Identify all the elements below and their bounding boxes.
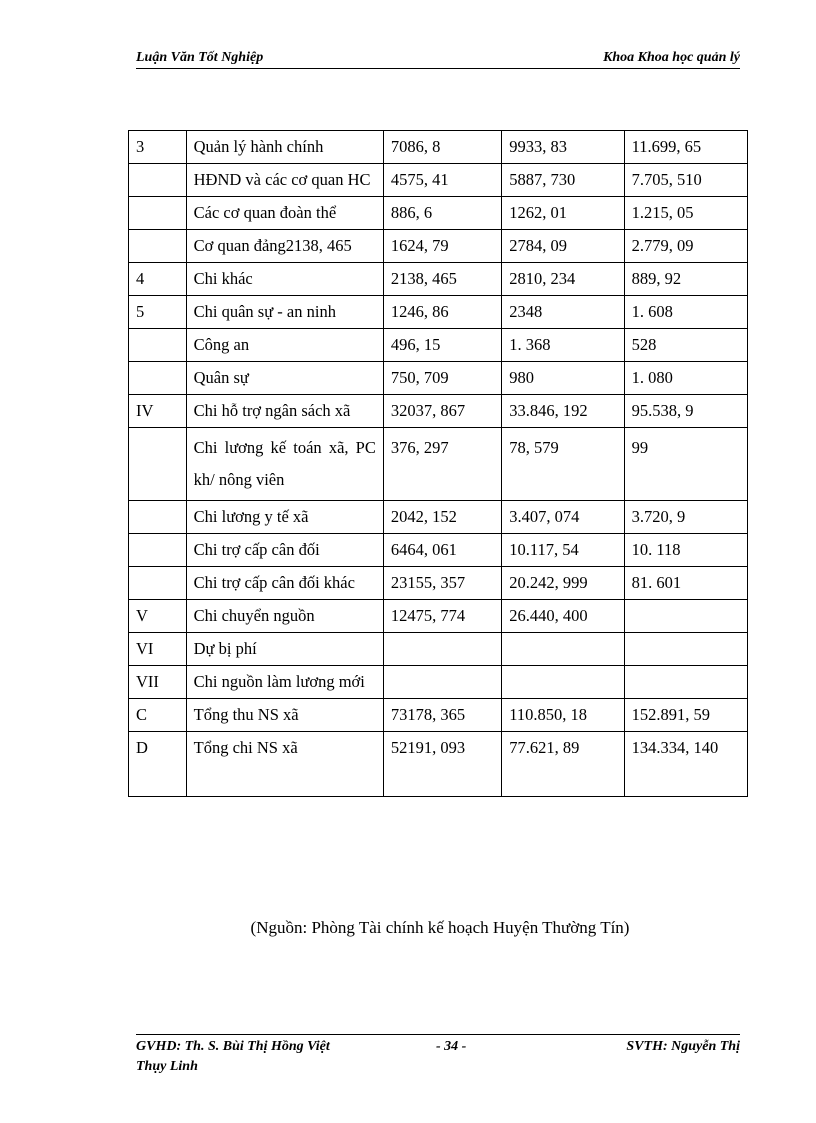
value-col3-cell: 11.699, 65 (624, 131, 747, 164)
value-col1-cell: 6464, 061 (383, 534, 501, 567)
page-footer (136, 1034, 740, 1074)
value-col3-cell: 889, 92 (624, 263, 747, 296)
footer-student-continued: Thụy Linh (136, 1059, 198, 1074)
row-index-cell: 4 (129, 263, 187, 296)
table-row (129, 329, 748, 362)
table-row (129, 428, 748, 501)
value-col2-cell: 77.621, 89 (502, 732, 624, 797)
row-description-cell: Chi hỗ trợ ngân sách xã (186, 395, 383, 428)
value-col1-cell: 32037, 867 (383, 395, 501, 428)
value-col2-cell (502, 633, 624, 666)
footer-supervisor: GVHD: Th. S. Bùi Thị Hồng Việt (136, 1039, 330, 1054)
value-col1-cell: 7086, 8 (383, 131, 501, 164)
value-col3-cell: 3.720, 9 (624, 501, 747, 534)
value-col1-cell: 750, 709 (383, 362, 501, 395)
row-index-cell: 3 (129, 131, 187, 164)
row-description-cell: Chi chuyển nguồn (186, 600, 383, 633)
row-description-cell: Quân sự (186, 362, 383, 395)
value-col3-cell: 1. 608 (624, 296, 747, 329)
value-col3-cell (624, 666, 747, 699)
row-description-cell: Chi trợ cấp cân đối (186, 534, 383, 567)
value-col1-cell: 23155, 357 (383, 567, 501, 600)
row-index-cell (129, 567, 187, 600)
value-col2-cell: 26.440, 400 (502, 600, 624, 633)
table-row (129, 263, 748, 296)
value-col2-cell: 1. 368 (502, 329, 624, 362)
row-index-cell (129, 230, 187, 263)
table-row (129, 501, 748, 534)
row-description-cell: Chi lương y tế xã (186, 501, 383, 534)
value-col1-cell (383, 666, 501, 699)
row-description-cell: Cơ quan đảng2138, 465 (186, 230, 383, 263)
table-row (129, 666, 748, 699)
row-description-cell: Chi lương kế toán xã, PC kh/ nông viên (186, 428, 383, 501)
value-col2-cell: 5887, 730 (502, 164, 624, 197)
value-col1-cell: 1246, 86 (383, 296, 501, 329)
table-row (129, 395, 748, 428)
value-col1-cell: 496, 15 (383, 329, 501, 362)
row-index-cell: VII (129, 666, 187, 699)
header-thesis-label: Luận Văn Tốt Nghiệp (136, 50, 264, 65)
row-index-cell (129, 329, 187, 362)
table-row (129, 699, 748, 732)
row-description-cell: HĐND và các cơ quan HC (186, 164, 383, 197)
row-description-cell: Quản lý hành chính (186, 131, 383, 164)
value-col2-cell: 2784, 09 (502, 230, 624, 263)
value-col2-cell: 980 (502, 362, 624, 395)
value-col1-cell: 376, 297 (383, 428, 501, 501)
table-row (129, 296, 748, 329)
row-index-cell: V (129, 600, 187, 633)
row-index-cell (129, 534, 187, 567)
row-description-cell: Chi trợ cấp cân đối khác (186, 567, 383, 600)
value-col3-cell: 99 (624, 428, 747, 501)
row-description-cell: Dự bị phí (186, 633, 383, 666)
value-col3-cell (624, 600, 747, 633)
header-faculty-label: Khoa Khoa học quản lý (603, 50, 740, 65)
table-row (129, 567, 748, 600)
value-col2-cell: 2348 (502, 296, 624, 329)
value-col3-cell: 81. 601 (624, 567, 747, 600)
value-col1-cell: 73178, 365 (383, 699, 501, 732)
budget-table (128, 130, 748, 797)
value-col2-cell: 20.242, 999 (502, 567, 624, 600)
table-row (129, 600, 748, 633)
value-col2-cell: 10.117, 54 (502, 534, 624, 567)
row-index-cell: C (129, 699, 187, 732)
row-index-cell: IV (129, 395, 187, 428)
table-row (129, 362, 748, 395)
table-row (129, 534, 748, 567)
value-col1-cell: 2138, 465 (383, 263, 501, 296)
value-col3-cell: 10. 118 (624, 534, 747, 567)
row-index-cell (129, 501, 187, 534)
table-row (129, 732, 748, 797)
value-col1-cell: 1624, 79 (383, 230, 501, 263)
table-row (129, 230, 748, 263)
table-row (129, 164, 748, 197)
table-row (129, 131, 748, 164)
row-index-cell: VI (129, 633, 187, 666)
value-col3-cell: 1. 080 (624, 362, 747, 395)
table-row (129, 633, 748, 666)
value-col2-cell: 2810, 234 (502, 263, 624, 296)
value-col2-cell: 9933, 83 (502, 131, 624, 164)
row-description-cell: Các cơ quan đoàn thể (186, 197, 383, 230)
row-description-cell: Chi nguồn làm lương mới (186, 666, 383, 699)
row-index-cell (129, 362, 187, 395)
value-col3-cell: 2.779, 09 (624, 230, 747, 263)
table-row (129, 197, 748, 230)
value-col3-cell: 528 (624, 329, 747, 362)
row-description-cell: Tổng chi NS xã (186, 732, 383, 797)
page-number: - 34 - (436, 1039, 467, 1054)
value-col1-cell: 886, 6 (383, 197, 501, 230)
value-col2-cell: 110.850, 18 (502, 699, 624, 732)
value-col2-cell: 33.846, 192 (502, 395, 624, 428)
value-col1-cell: 2042, 152 (383, 501, 501, 534)
value-col3-cell: 134.334, 140 (624, 732, 747, 797)
value-col1-cell: 12475, 774 (383, 600, 501, 633)
value-col1-cell: 4575, 41 (383, 164, 501, 197)
row-index-cell: 5 (129, 296, 187, 329)
row-index-cell (129, 164, 187, 197)
value-col2-cell (502, 666, 624, 699)
value-col3-cell: 152.891, 59 (624, 699, 747, 732)
value-col1-cell (383, 633, 501, 666)
value-col2-cell: 3.407, 074 (502, 501, 624, 534)
table-source-note: (Nguồn: Phòng Tài chính kế hoạch Huyện Thường Tín) (250, 918, 630, 937)
footer-student: SVTH: Nguyễn Thị (626, 1039, 740, 1054)
value-col3-cell (624, 633, 747, 666)
value-col2-cell: 78, 579 (502, 428, 624, 501)
row-description-cell: Công an (186, 329, 383, 362)
value-col2-cell: 1262, 01 (502, 197, 624, 230)
value-col1-cell: 52191, 093 (383, 732, 501, 797)
value-col3-cell: 1.215, 05 (624, 197, 747, 230)
row-description-cell: Tổng thu NS xã (186, 699, 383, 732)
value-col3-cell: 95.538, 9 (624, 395, 747, 428)
row-index-cell (129, 197, 187, 230)
row-index-cell: D (129, 732, 187, 797)
row-index-cell (129, 428, 187, 501)
value-col3-cell: 7.705, 510 (624, 164, 747, 197)
row-description-cell: Chi khác (186, 263, 383, 296)
row-description-cell: Chi quân sự - an ninh (186, 296, 383, 329)
page-header (136, 50, 740, 69)
